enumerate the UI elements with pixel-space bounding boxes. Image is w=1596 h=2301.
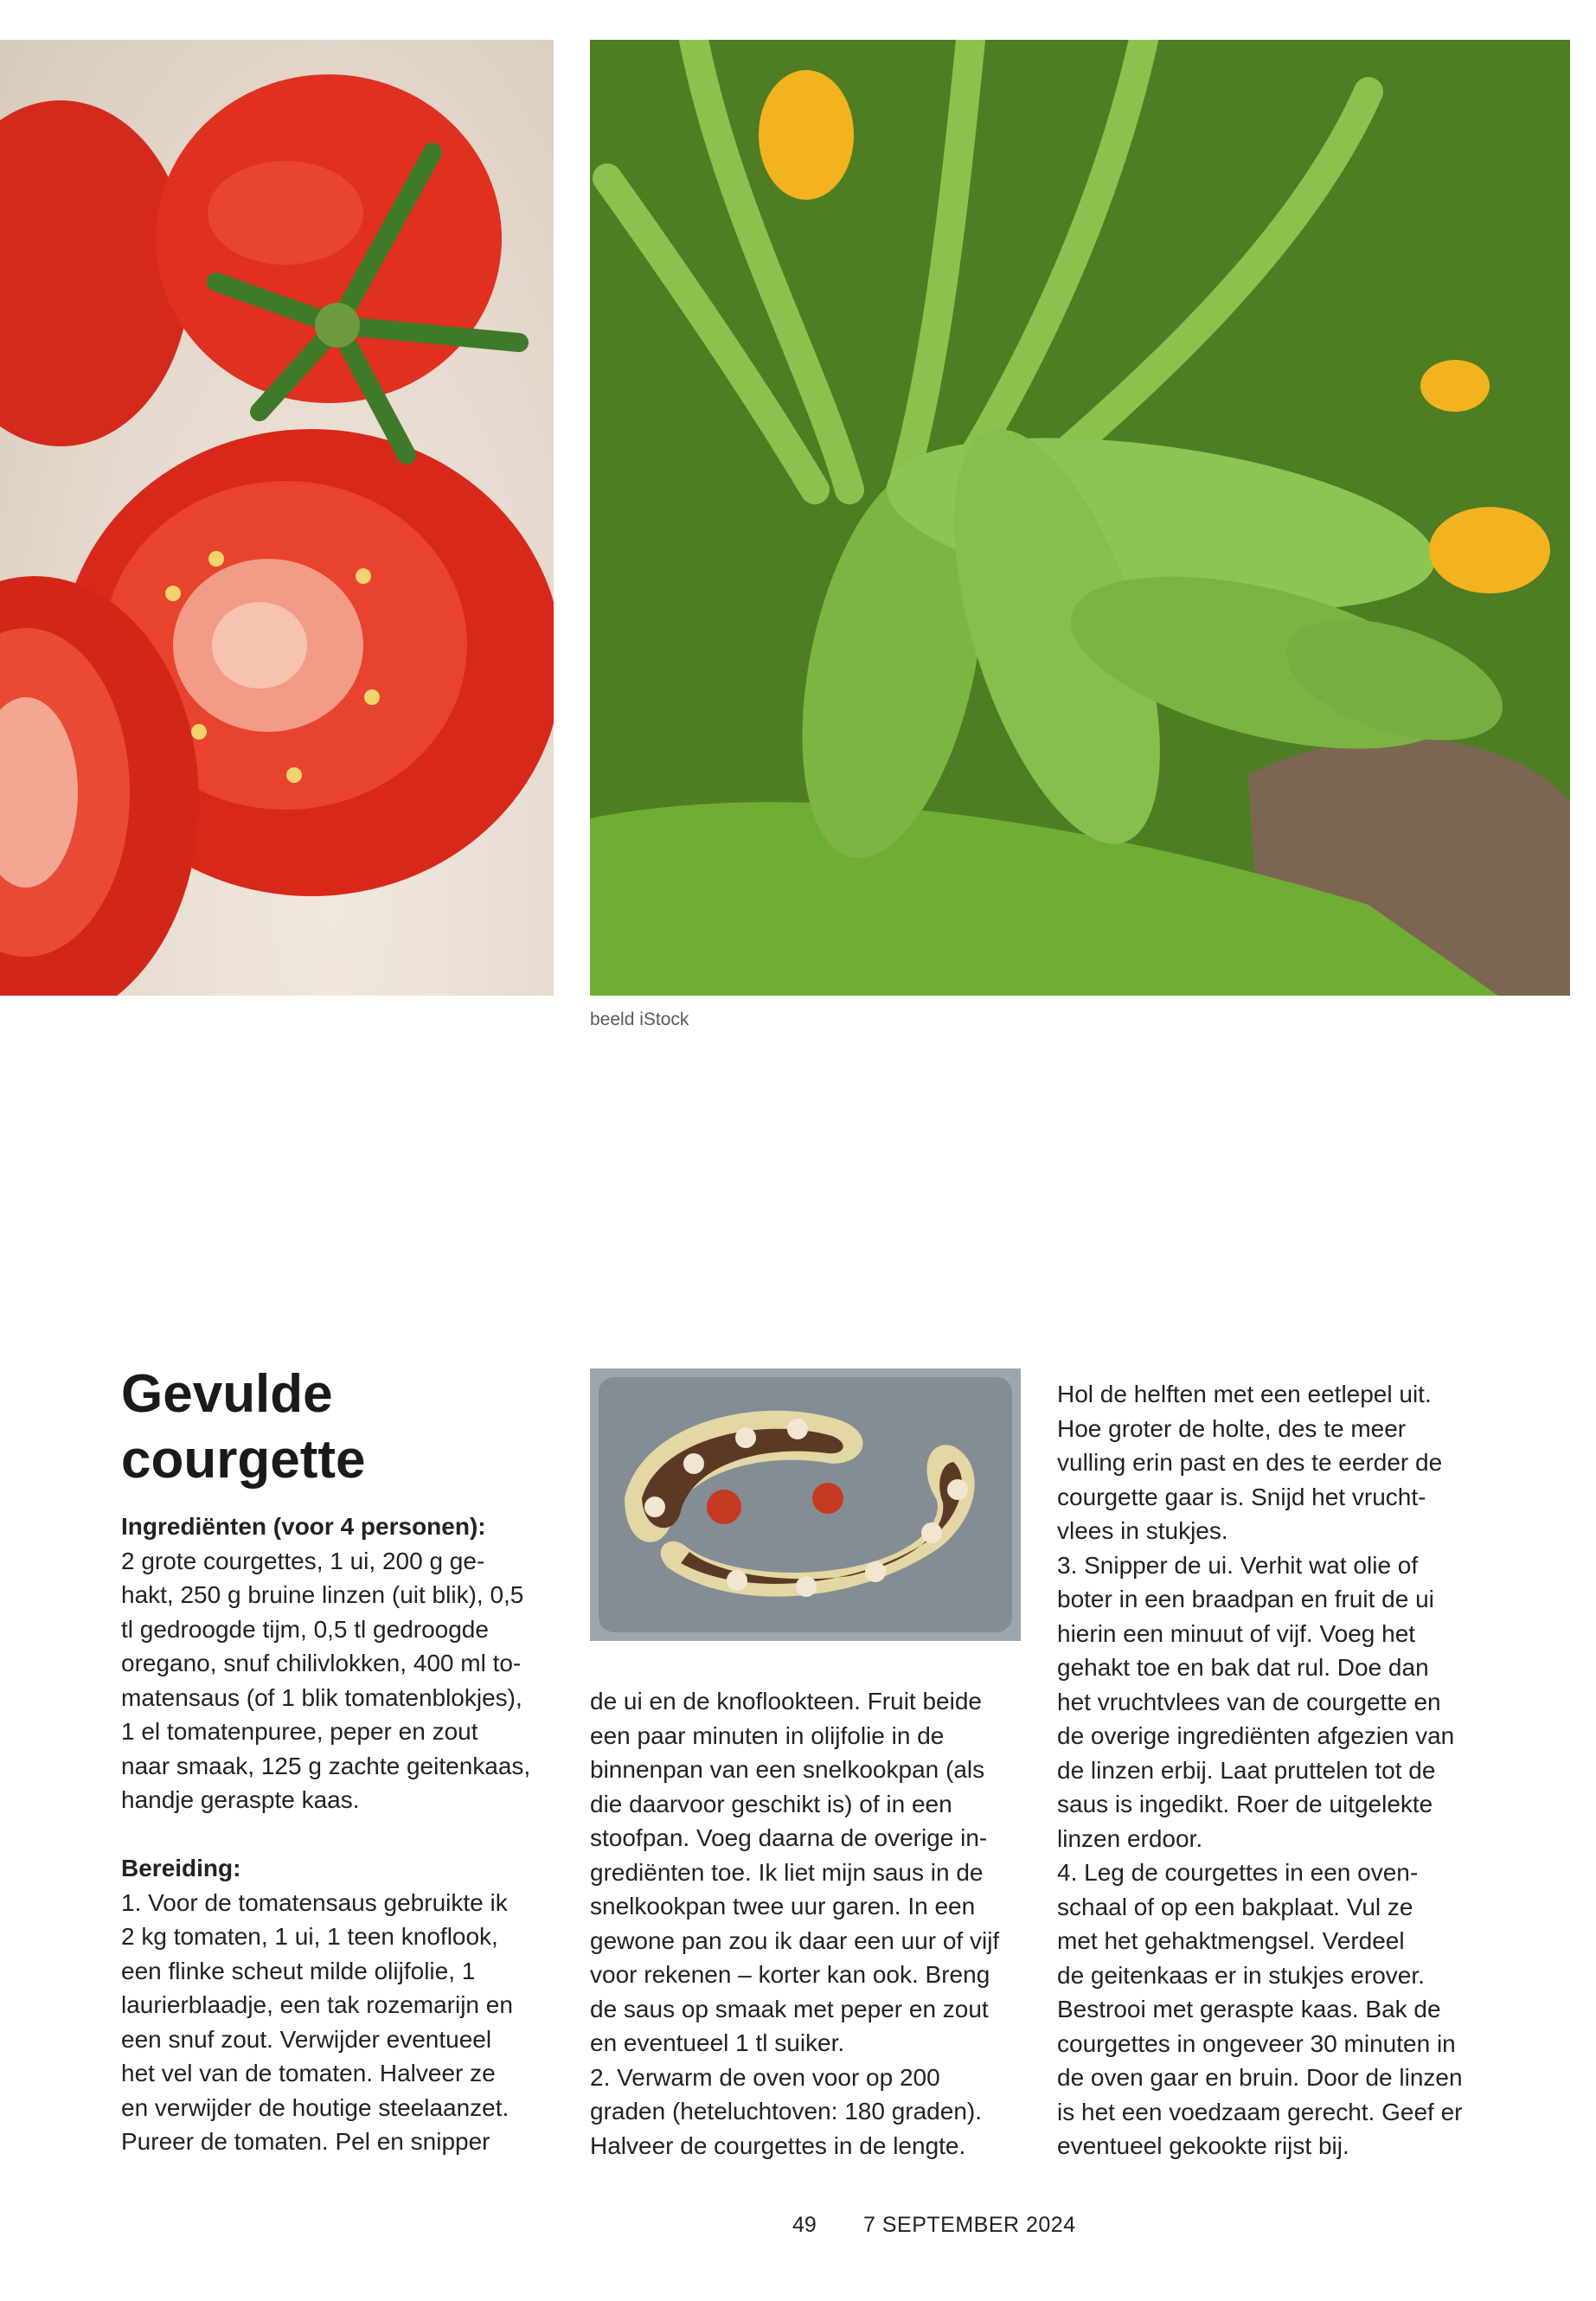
- text-line: het vruchtvlees van de courgette en: [1057, 1688, 1441, 1715]
- text-line: een flinke scheut milde olijfolie, 1: [121, 1957, 476, 1984]
- article-title: [121, 1362, 536, 1493]
- text-line: Pureer de tomaten. Pel en snipper: [121, 2128, 490, 2155]
- tomato-illustration: [0, 40, 554, 996]
- text-line: Halveer de courgettes in de lengte.: [590, 2131, 966, 2159]
- text-line: naar smaak, 125 g zachte geitenkaas,: [121, 1752, 531, 1779]
- text-line: Hol de helften met een eetlepel uit.: [1057, 1381, 1432, 1407]
- text-line: eventueel gekookte rijst bij.: [1057, 2132, 1349, 2159]
- text-line: die daarvoor geschikt is) of in een: [590, 1790, 952, 1817]
- paragraph-gap: [121, 1817, 541, 1852]
- title-line-2: courgette: [121, 1430, 366, 1490]
- text-line: graden (heteluchtoven: 180 graden).: [590, 2098, 982, 2125]
- text-line: stoofpan. Voeg daarna de overige in-: [590, 1824, 988, 1851]
- text-line: laurierblaadje, een tak rozemarijn en: [121, 1991, 513, 2018]
- text-line: 2 kg tomaten, 1 ui, 1 teen knoflook,: [121, 1923, 498, 1950]
- text-line: de oven gaar en bruin. Door de linzen: [1057, 2064, 1463, 2091]
- text-line: tl gedroogde tijm, 0,5 tl gedroogde: [121, 1615, 489, 1643]
- text-line: saus is ingedikt. Roer de uitgelekte: [1057, 1791, 1433, 1817]
- text-line: de overige ingrediënten afgezien van: [1057, 1722, 1455, 1749]
- text-line: binnenpan van een snelkookpan (als: [590, 1756, 985, 1783]
- tomato-photo: [0, 40, 554, 996]
- text-line: de ui en de knoflookteen. Fruit beide: [590, 1688, 982, 1715]
- issue-date: 7 SEPTEMBER 2024: [863, 2213, 1076, 2237]
- title-line-1: Gevulde: [121, 1364, 333, 1424]
- text-line: de linzen erbij. Laat pruttelen tot de: [1057, 1756, 1436, 1784]
- text-line: oregano, snuf chilivlokken, 400 ml to-: [121, 1650, 522, 1676]
- text-line: en eventueel 1 tl suiker.: [590, 2029, 845, 2056]
- text-line: hierin een minuut of vijf. Voeg het: [1057, 1619, 1416, 1647]
- text-line: en verwijder de houtige steelaanzet.: [121, 2093, 510, 2121]
- text-column-right: [1057, 1377, 1494, 2163]
- text-line: gewone pan zou ik daar een uur of vijf: [590, 1926, 1000, 1954]
- text-line: matensaus (of 1 blik tomatenblokjes),: [121, 1683, 522, 1711]
- text-line: 2 grote courgettes, 1 ui, 200 g ge-: [121, 1547, 485, 1574]
- text-line: snelkookpan twee uur garen. In een: [590, 1893, 976, 1920]
- courgette-illustration: [590, 40, 1570, 996]
- text-line: vlees in stukjes.: [1057, 1517, 1228, 1544]
- text-line: 3. Snipper de ui. Verhit wat olie of: [1057, 1551, 1419, 1579]
- text-line: 2. Verwarm de oven voor op 200: [590, 2063, 940, 2091]
- text-line: 1 el tomatenpuree, peper en zout: [121, 1718, 478, 1745]
- text-line: courgette gaar is. Snijd het vrucht-: [1057, 1483, 1426, 1510]
- text-line: boter in een braadpan en fruit de ui: [1057, 1586, 1434, 1612]
- dish-illustration: [590, 1368, 1021, 1641]
- text-line: linzen erdoor.: [1057, 1824, 1203, 1852]
- courgette-photo: [590, 40, 1570, 996]
- text-line: gehakt toe en bak dat rul. Doe dan: [1057, 1654, 1429, 1681]
- photo-credit: beeld iStock: [590, 1009, 689, 1029]
- text-line: is het een voedzaam gerecht. Geef er: [1057, 2098, 1463, 2125]
- preparation-heading: Bereiding:: [121, 1855, 241, 1881]
- ingredients-heading: Ingrediënten (voor 4 personen):: [121, 1513, 486, 1540]
- text-line: het vel van de tomaten. Halveer ze: [121, 2060, 496, 2086]
- text-line: een snuf zout. Verwijder eventueel: [121, 2025, 492, 2053]
- stuffed-courgette-photo: [590, 1368, 1021, 1641]
- text-line: hakt, 250 g bruine linzen (uit blik), 0,5: [121, 1581, 524, 1608]
- text-line: 4. Leg de courgettes in een oven-: [1057, 1859, 1419, 1886]
- text-line: grediënten toe. Ik liet mijn saus in de: [590, 1858, 984, 1886]
- text-line: een paar minuten in olijfolie in de: [590, 1721, 945, 1749]
- page-number: 49: [792, 2213, 817, 2237]
- text-line: schaal of op een bakplaat. Vul ze: [1057, 1893, 1413, 1920]
- text-line: de geitenkaas er in stukjes erover.: [1057, 1961, 1425, 1989]
- text-line: handje geraspte kaas.: [121, 1786, 360, 1813]
- text-line: voor rekenen – korter kan ook. Breng: [590, 1961, 990, 1988]
- text-line: vulling erin past en des te eerder de: [1057, 1449, 1443, 1476]
- text-line: met het gehaktmengsel. Verdeel: [1057, 1927, 1405, 1954]
- text-column-left: [121, 1509, 541, 2159]
- text-column-middle: [590, 1684, 1022, 2163]
- text-line: 1. Voor de tomatensaus gebruikte ik: [121, 1888, 508, 1916]
- text-line: Bestrooi met geraspte kaas. Bak de: [1057, 1996, 1441, 2022]
- text-line: courgettes in ongeveer 30 minuten in: [1057, 2029, 1456, 2057]
- text-line: Hoe groter de holte, des te meer: [1057, 1414, 1407, 1442]
- text-line: de saus op smaak met peper en zout: [590, 1995, 989, 2022]
